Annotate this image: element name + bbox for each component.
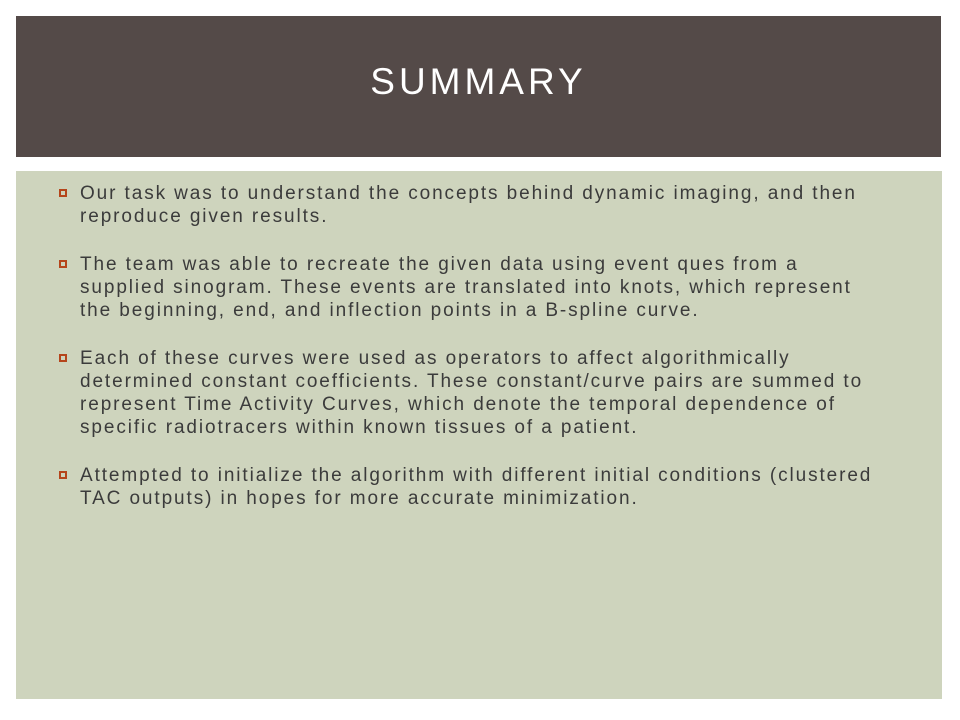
bullet-item xyxy=(58,464,878,510)
slide-title: SUMMARY xyxy=(370,60,587,102)
square-bullet-icon xyxy=(59,471,67,479)
bullet-item xyxy=(58,347,878,439)
bullet-item xyxy=(58,253,878,322)
square-bullet-icon xyxy=(59,189,67,197)
square-bullet-icon xyxy=(59,354,67,362)
bullet-text: Attempted to initialize the algorithm with different initial conditions (clustered TAC outputs) in hopes for more accurate minimization. xyxy=(80,465,873,509)
title-band xyxy=(16,16,941,157)
bullet-list xyxy=(58,182,878,535)
square-bullet-icon xyxy=(59,260,67,268)
bullet-text: Each of these curves were used as operators to affect algorithmically determined constant coefficients. These constant/curve pairs are summed to represent Time Activity Curves, which denote the temporal dependence of specific radiotracers within known tissues of a patient. xyxy=(80,348,864,438)
bullet-text: Our task was to understand the concepts behind dynamic imaging, and then reproduce given results. xyxy=(80,183,857,227)
bullet-text: The team was able to recreate the given data using event ques from a supplied sinogram. These events are translated into knots, which represent the beginning, end, and inflection points in a B-spline curve. xyxy=(80,254,852,321)
bullet-item xyxy=(58,182,878,228)
